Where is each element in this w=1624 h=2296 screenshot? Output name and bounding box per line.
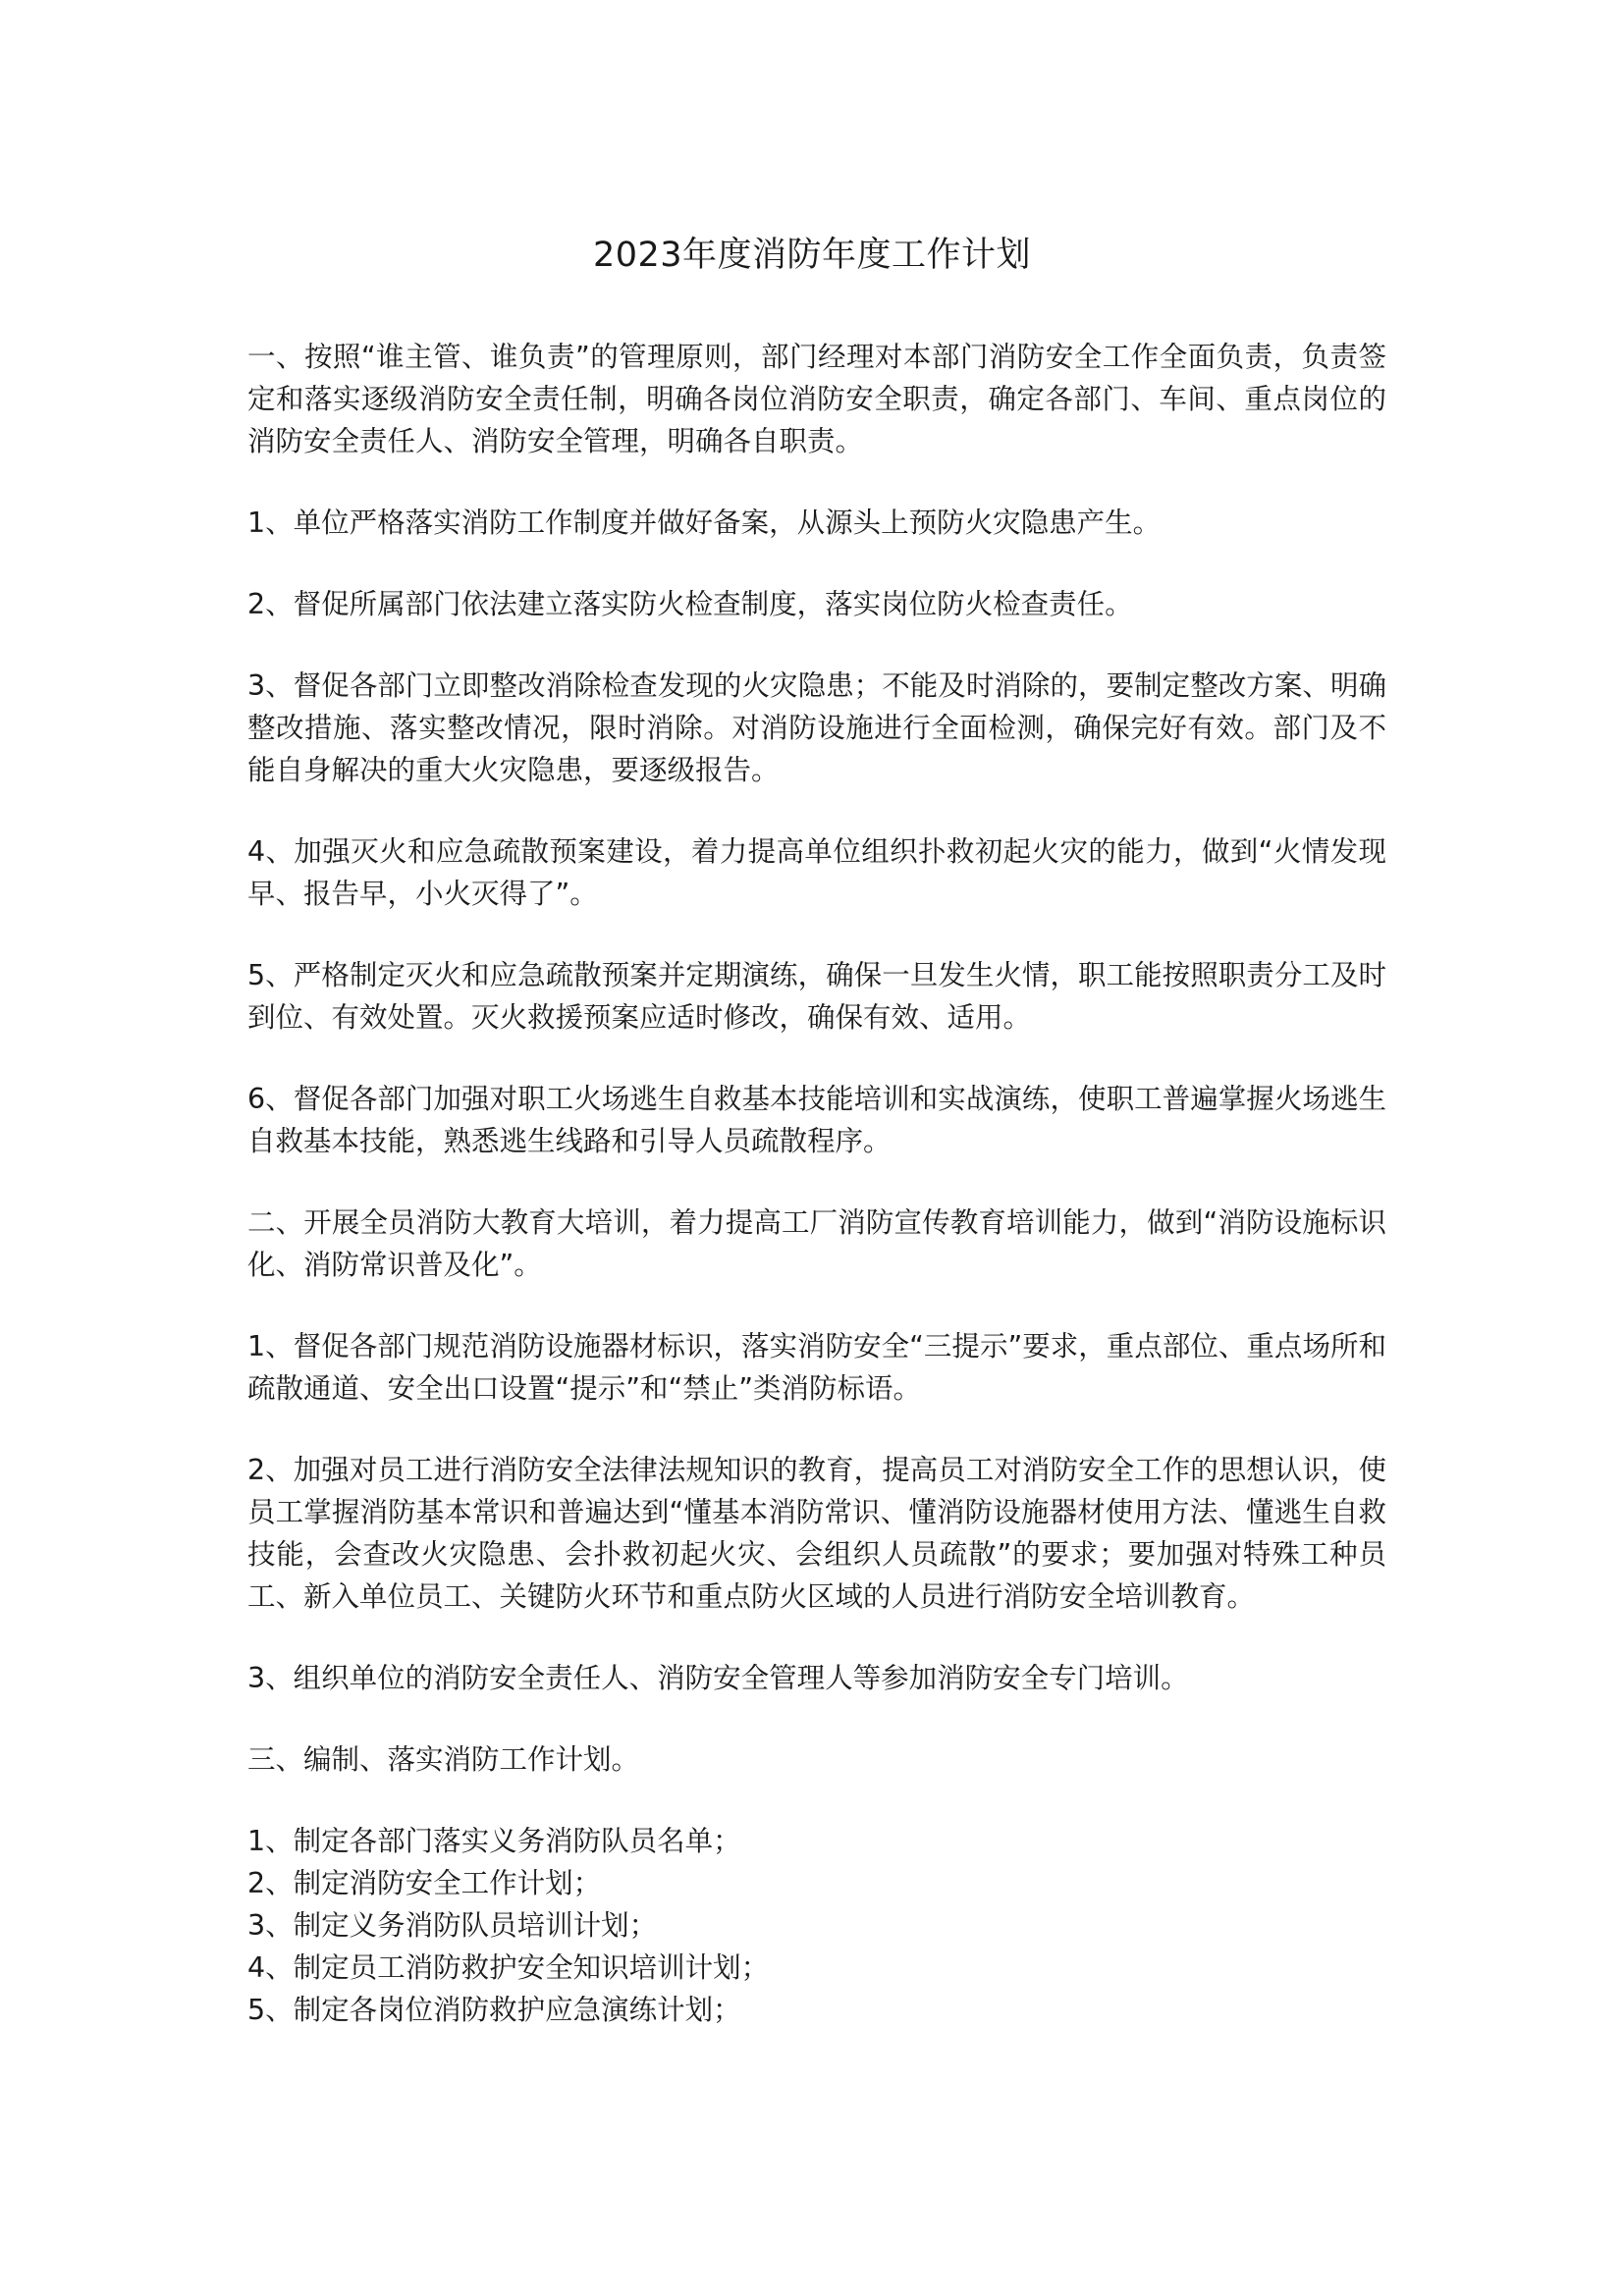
list-item: 1、制定各部门落实义务消防队员名单； (247, 1825, 741, 1857)
document-body (247, 336, 1386, 2031)
section-2-item-1: 1、督促各部门规范消防设施器材标识，落实消防安全“三提示”要求，重点部位、重点场所和疏散通道、安全出口设置“提示”和“禁止”类消防标语。 (247, 1330, 1386, 1405)
section-1-item-1: 1、单位严格落实消防工作制度并做好备案，从源头上预防火灾隐患产生。 (247, 507, 1162, 539)
section-2-item-2: 2、加强对员工进行消防安全法律法规知识的教育，提高员工对消防安全工作的思想认识，使员工掌握消防基本常识和普遍达到“懂基本消防常识、懂消防设施器材使用方法、懂逃生自救技能，会查改火灾隐患、会扑救初起火灾、会组织人员疏散”的要求；要加强对特殊工种员工、新入单位员工、关键防火环节和重点防火区域的人员进行消防安全培训教育。 (247, 1454, 1386, 1613)
document-title: 2023年度消防年度工作计划 (592, 236, 1032, 275)
section-3-heading: 三、编制、落实消防工作计划。 (247, 1743, 640, 1776)
section-3-list (247, 1820, 1386, 2031)
list-item: 5、制定各岗位消防救护应急演练计划； (247, 1994, 741, 2026)
section-1-item-6: 6、督促各部门加强对职工火场逃生自救基本技能培训和实战演练，使职工普遍掌握火场逃生自救基本技能，熟悉逃生线路和引导人员疏散程序。 (247, 1083, 1386, 1157)
list-item: 2、制定消防安全工作计划； (247, 1867, 602, 1899)
section-1-item-2: 2、督促所属部门依法建立落实防火检查制度，落实岗位防火检查责任。 (247, 588, 1133, 620)
section-1-item-4: 4、加强灭火和应急疏散预案建设，着力提高单位组织扑救初起火灾的能力，做到“火情发现早、报告早，小火灭得了”。 (247, 835, 1386, 910)
section-2-heading: 二、开展全员消防大教育大培训，着力提高工厂消防宣传教育培训能力，做到“消防设施标识化、消防常识普及化”。 (247, 1206, 1386, 1281)
section-1-heading: 一、按照“谁主管、谁负责”的管理原则，部门经理对本部门消防安全工作全面负责，负责签定和落实逐级消防安全责任制，明确各岗位消防安全职责，确定各部门、车间、重点岗位的消防安全责任人、消防安全管理，明确各自职责。 (247, 341, 1386, 457)
list-item: 4、制定员工消防救护安全知识培训计划； (247, 1951, 770, 1984)
section-2-item-3: 3、组织单位的消防安全责任人、消防安全管理人等参加消防安全专门培训。 (247, 1662, 1189, 1694)
section-1-item-5: 5、严格制定灭火和应急疏散预案并定期演练，确保一旦发生火情，职工能按照职责分工及时到位、有效处置。灭火救援预案应适时修改，确保有效、适用。 (247, 959, 1386, 1034)
section-1-item-3: 3、督促各部门立即整改消除检查发现的火灾隐患；不能及时消除的，要制定整改方案、明确整改措施、落实整改情况，限时消除。对消防设施进行全面检测，确保完好有效。部门及不能自身解决的重大火灾隐患，要逐级报告。 (247, 669, 1386, 786)
list-item: 3、制定义务消防队员培训计划； (247, 1909, 658, 1942)
